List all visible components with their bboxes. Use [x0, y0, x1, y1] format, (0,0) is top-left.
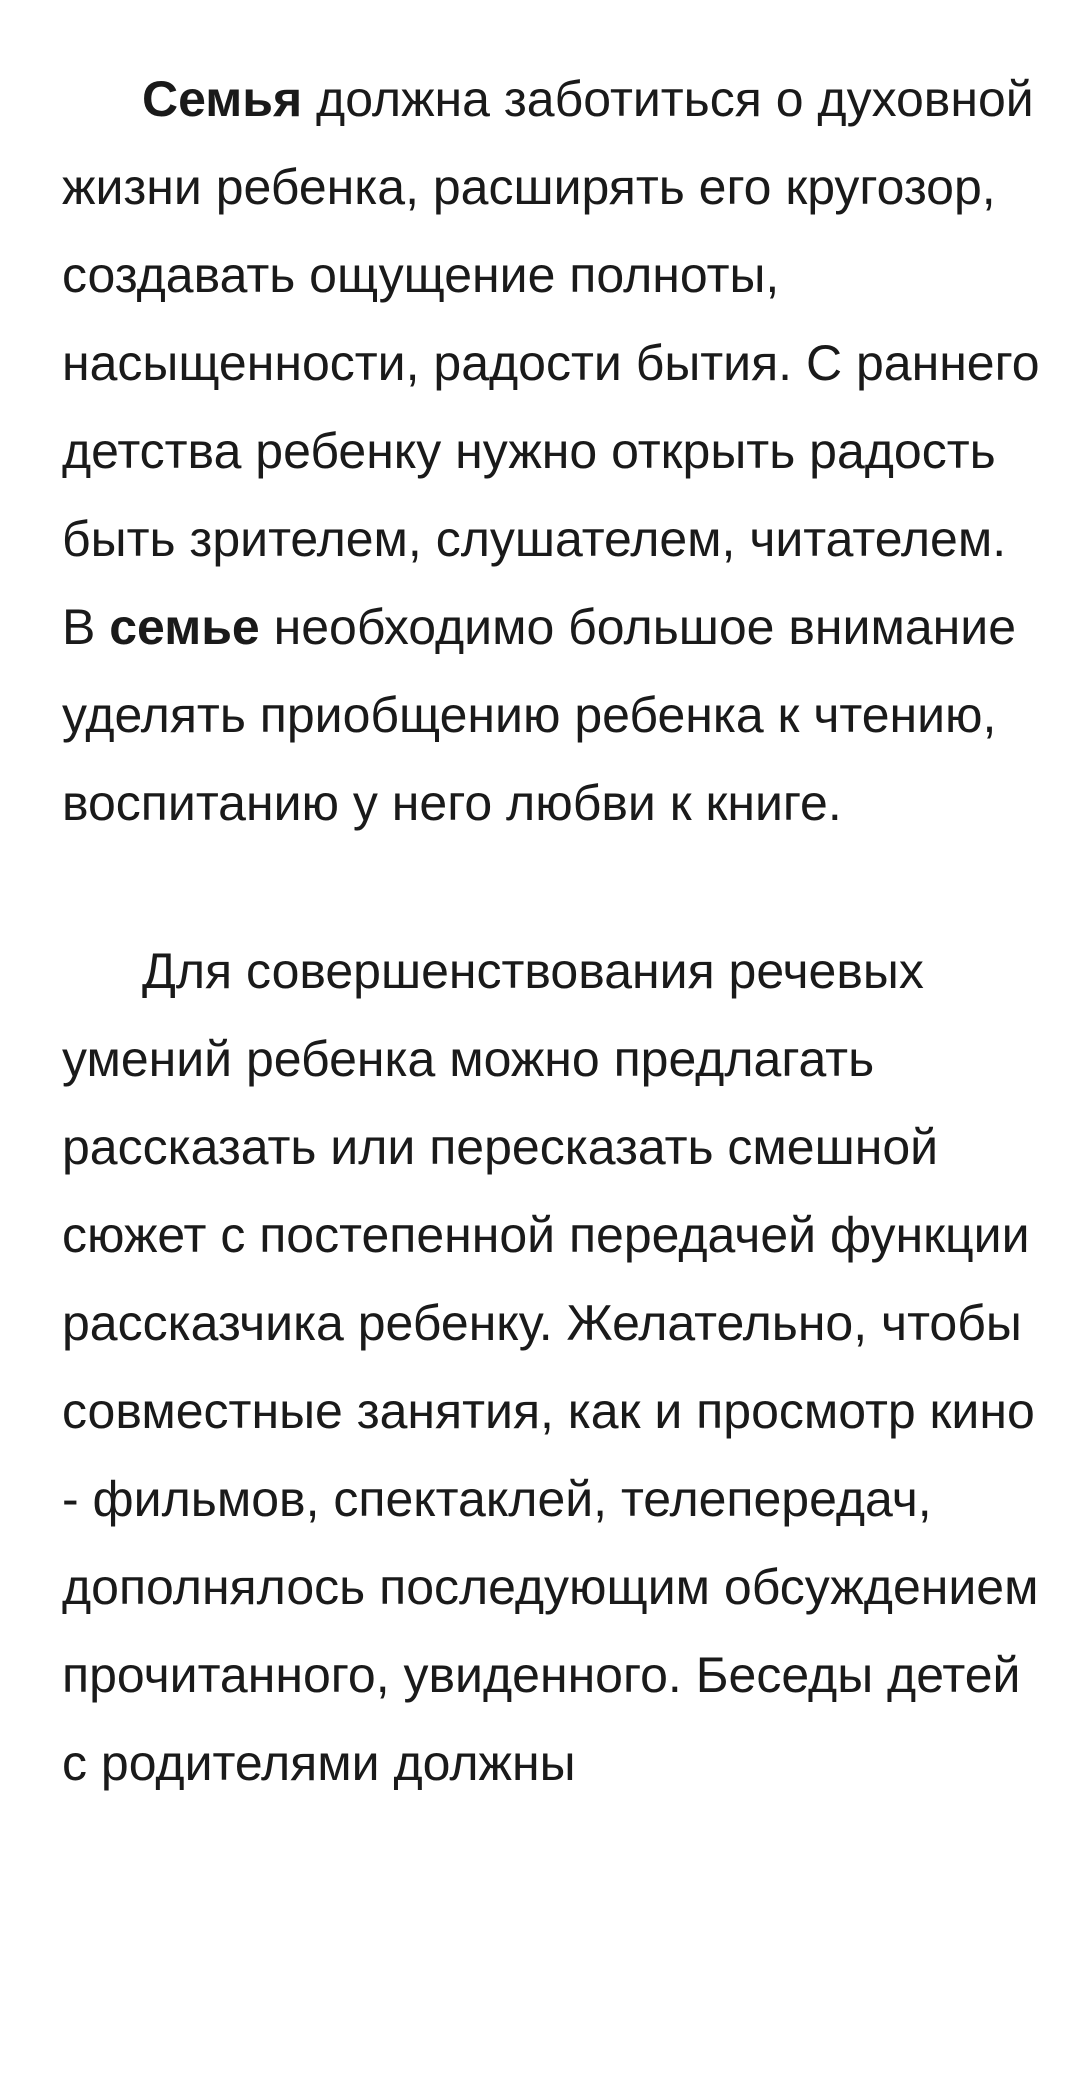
bold-term-family: Семья [142, 71, 303, 127]
paragraph-text: должна заботиться о духовной жизни ребенка, расширять его кругозор, создавать ощущение полноты, насыщенности, радости бытия. С раннего детства ребенку нужно открыть радость быть зрителем, слушателем, читателем. В [62, 71, 1040, 655]
paragraph-text: необходимо большое внимание уделять приобщению ребенка к чтению, воспитанию у него любви к книге. [62, 599, 1016, 831]
paragraph-family-role [62, 55, 1042, 847]
bold-term-family-inline: семье [109, 599, 260, 655]
paragraph-speech-skills [62, 927, 1042, 1807]
article-body [62, 55, 1042, 1807]
paragraph-text: Для совершенствования речевых умений ребенка можно предлагать рассказать или пересказать смешной сюжет с постепенной передачей функции рассказчика ребенку. Желательно, чтобы совместные занятия, как и просмотр кино - фильмов, спектаклей, телепередач, дополнялось последующим обсуждением прочитанного, увиденного. Беседы детей с родителями должны [62, 943, 1039, 1791]
